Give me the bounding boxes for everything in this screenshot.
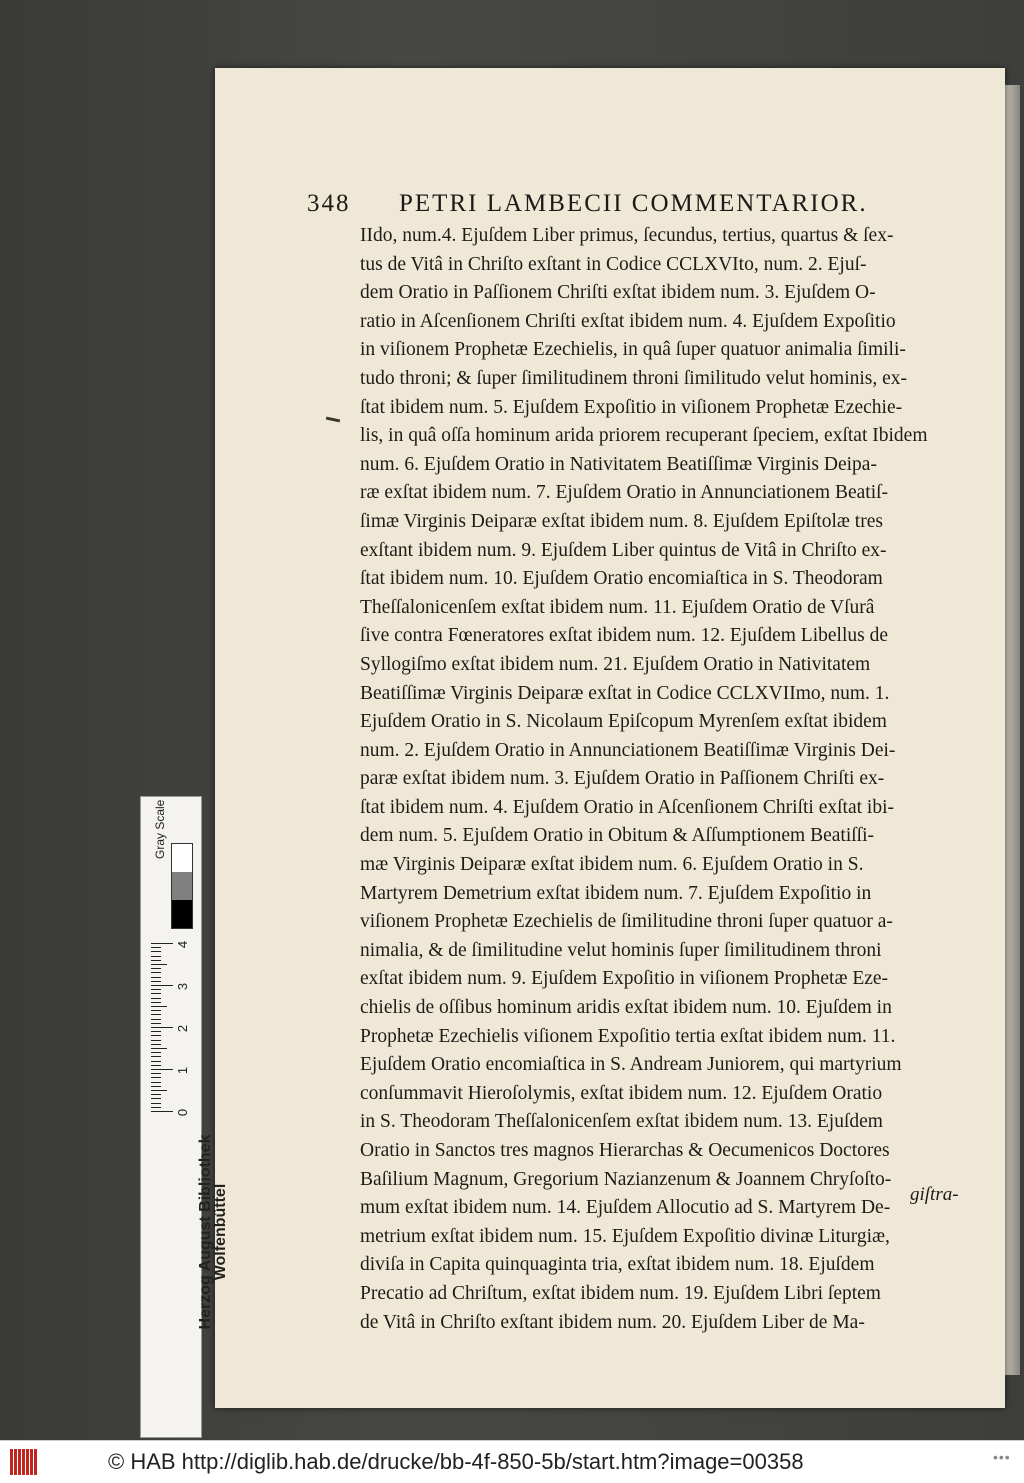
body-text [360,222,950,1337]
text-line: nimalia, & de ſimilitudine velut hominis ſuper ſimilitudinem throni [360,939,882,961]
scale-tick [151,1019,161,1020]
gray-swatches [171,843,193,929]
scale-tick [151,1031,161,1032]
running-title: PETRI LAMBECII COMMENTARIOR. [399,190,868,217]
text-line: Oratio in Sanctos tres magnos Hierarchas & Oecumenicos Doctores [360,1140,890,1161]
scale-tick [151,989,161,990]
scale-number: 2 [175,1024,191,1033]
institution-line1: Herzog August Bibliothek [197,1134,214,1330]
text-line: mæ Virginis Deiparæ exſtat ibidem num. 6. Ejuſdem Oratio in S. [360,854,864,876]
text-line: ræ exſtat ibidem num. 7. Ejuſdem Oratio in Annunciationem Beatiſ- [360,482,889,504]
scale-tick [151,1023,161,1024]
text-line: ſtat ibidem num. 4. Ejuſdem Oratio in Aſcenſionem Chriſti exſtat ibi- [360,796,894,818]
text-line: Prophetæ Ezechielis viſionem Expoſitio tertia exſtat ibidem num. 11. [360,1025,896,1047]
text-line: Beatiſſimæ Virginis Deiparæ exſtat in Codice CCLXVIImo, num. 1. [360,682,890,704]
scale-tick [151,1056,161,1057]
text-line: diviſa in Capita quinquaginta tria, exſtat ibidem num. 18. Ejuſdem [360,1254,875,1276]
scale-tick [151,1073,161,1074]
scale-tick [151,1048,167,1049]
scale-tick [151,1098,161,1099]
text-line: de Vitâ in Chriſto exſtant ibidem num. 20. Ejuſdem Liber de Ma- [360,1311,865,1333]
text-line: Syllogiſmo exſtat ibidem num. 21. Ejuſdem Oratio in Nativitatem [360,653,871,675]
scale-tick [151,956,161,957]
text-line: ſive contra Fœneratores exſtat ibidem num. 12. Ejuſdem Libellus de [360,625,888,647]
text-line: ſtat ibidem num. 5. Ejuſdem Expoſitio in viſionem Prophetæ Ezechie- [360,396,903,418]
scale-tick [151,1014,161,1015]
scale-tick [151,943,173,944]
swatch-white [172,844,192,872]
scale-tick [151,1044,161,1045]
text-line: lis, in quâ oſſa hominum arida priorem recuperant ſpeciem, exſtat Ibidem [360,425,928,447]
scale-tick [151,1061,161,1062]
scale-tick [151,993,161,994]
scale-tick [151,1082,161,1083]
scale-tick [151,998,161,999]
scale-tick [151,964,167,965]
text-line: ſtat ibidem num. 10. Ejuſdem Oratio encomiaſtica in S. Theodoram [360,568,883,590]
page-header [307,190,947,226]
swatch-black [172,900,192,928]
institution-line2: Wolfenbüttel [212,1183,229,1281]
gray-scale-label: Gray Scale [153,799,167,859]
text-line: paræ exſtat ibidem num. 3. Ejuſdem Oratio in Paſſionem Chriſti ex- [360,768,885,790]
text-line: dem num. 5. Ejuſdem Oratio in Obitum & Aſſumptionem Beatiſſi- [360,825,874,847]
scale-tick [151,977,161,978]
hab-logo-icon [10,1449,42,1475]
folio-number: 348 [307,190,351,217]
scale-tick [151,951,161,952]
scale-tick [151,1111,173,1112]
catchword: giſtra- [910,1184,959,1205]
text-line: dem Oratio in Paſſionem Chriſti exſtat ibidem num. 3. Ejuſdem O- [360,282,876,304]
scale-tick [151,1052,161,1053]
text-line: tus de Vitâ in Chriſto exſtant in Codice CCLXVIto, num. 2. Ejuſ- [360,253,867,275]
text-line: Precatio ad Chriſtum, exſtat ibidem num. 19. Ejuſdem Libri ſeptem [360,1282,881,1304]
scale-tick [151,1010,161,1011]
text-line: Baſilium Magnum, Gregorium Nazianzenum & Joannem Chryſoſto- [360,1168,892,1190]
text-line: Theſſalonicenſem exſtat ibidem num. 11. Ejuſdem Oratio de Vſurâ [360,596,875,618]
text-line: chielis de oſſibus hominum aridis exſtat ibidem num. 10. Ejuſdem in [360,997,892,1019]
text-line: exſtat ibidem num. 9. Ejuſdem Expoſitio in viſionem Prophetæ Eze- [360,968,889,990]
scale-tick [151,960,161,961]
text-line: ratio in Aſcenſionem Chriſti exſtat ibidem num. 4. Ejuſdem Expoſitio [360,310,896,332]
more-icon[interactable]: ••• [993,1449,1011,1465]
scale-tick [151,1006,167,1007]
scale-tick [151,981,161,982]
scale-tick [151,1002,161,1003]
scale-tick [151,1065,161,1066]
text-line: ſimæ Virginis Deiparæ exſtat ibidem num. 8. Ejuſdem Epiſtolæ tres [360,510,883,532]
footer-bar [0,1440,1024,1483]
swatch-gray [172,872,192,900]
text-line: Ejuſdem Oratio encomiaſtica in S. Andream Juniorem, qui martyrium [360,1054,902,1076]
text-line: IIdo, num.4. Ejuſdem Liber primus, ſecundus, tertius, quartus & ſex- [360,225,894,246]
copyright-link[interactable]: © HAB http://diglib.hab.de/drucke/bb-4f-850-5b/start.htm?image=00358 [108,1449,804,1474]
scale-tick [151,1077,161,1078]
scale-number: 1 [175,1066,191,1075]
text-line: Martyrem Demetrium exſtat ibidem num. 7. Ejuſdem Expoſitio in [360,882,872,904]
scale-tick [151,1086,161,1087]
scale-number: 4 [175,940,191,949]
scale-tick [151,1040,161,1041]
scale-tick [151,1090,167,1091]
scale-tick [151,1094,161,1095]
text-line: in viſionem Prophetæ Ezechielis, in quâ ſuper quatuor animalia ſimili- [360,339,906,361]
text-line: num. 2. Ejuſdem Oratio in Annunciationem Beatiſſimæ Virginis Dei- [360,739,896,761]
scale-tick [151,1035,161,1036]
text-line: exſtant ibidem num. 9. Ejuſdem Liber quintus de Vitâ in Chriſto ex- [360,539,887,561]
scale-tick [151,1107,161,1108]
cm-scale [145,937,195,1187]
text-line: Ejuſdem Oratio in S. Nicolaum Epiſcopum Myrenſem exſtat ibidem [360,711,887,733]
text-line: conſummavit Hieroſolymis, exſtat ibidem num. 12. Ejuſdem Oratio [360,1082,883,1104]
text-line: in S. Theodoram Theſſalonicenſem exſtat ibidem num. 13. Ejuſdem [360,1111,883,1133]
text-line: mum exſtat ibidem num. 14. Ejuſdem Allocutio ad S. Martyrem De- [360,1197,891,1219]
institution-label [198,1042,228,1422]
scale-tick [151,947,161,948]
scale-number: 3 [175,982,191,991]
text-line: metrium exſtat ibidem num. 15. Ejuſdem Expoſitio divinæ Liturgiæ, [360,1225,890,1247]
gray-scale-ruler [140,796,229,1438]
scale-tick [151,968,161,969]
text-line: viſionem Prophetæ Ezechielis de ſimilitudine throni ſuper quatuor a- [360,911,893,933]
text-line: tudo throni; & ſuper ſimilitudinem throni ſimilitudo velut hominis, ex- [360,367,908,389]
scale-tick [151,985,173,986]
text-line: num. 6. Ejuſdem Oratio in Nativitatem Beatiſſimæ Virginis Deipa- [360,453,877,475]
scale-number: 0 [175,1108,191,1117]
scale-tick [151,972,161,973]
scale-tick [151,1069,173,1070]
scale-tick [151,1027,173,1028]
scale-tick [151,1103,161,1104]
